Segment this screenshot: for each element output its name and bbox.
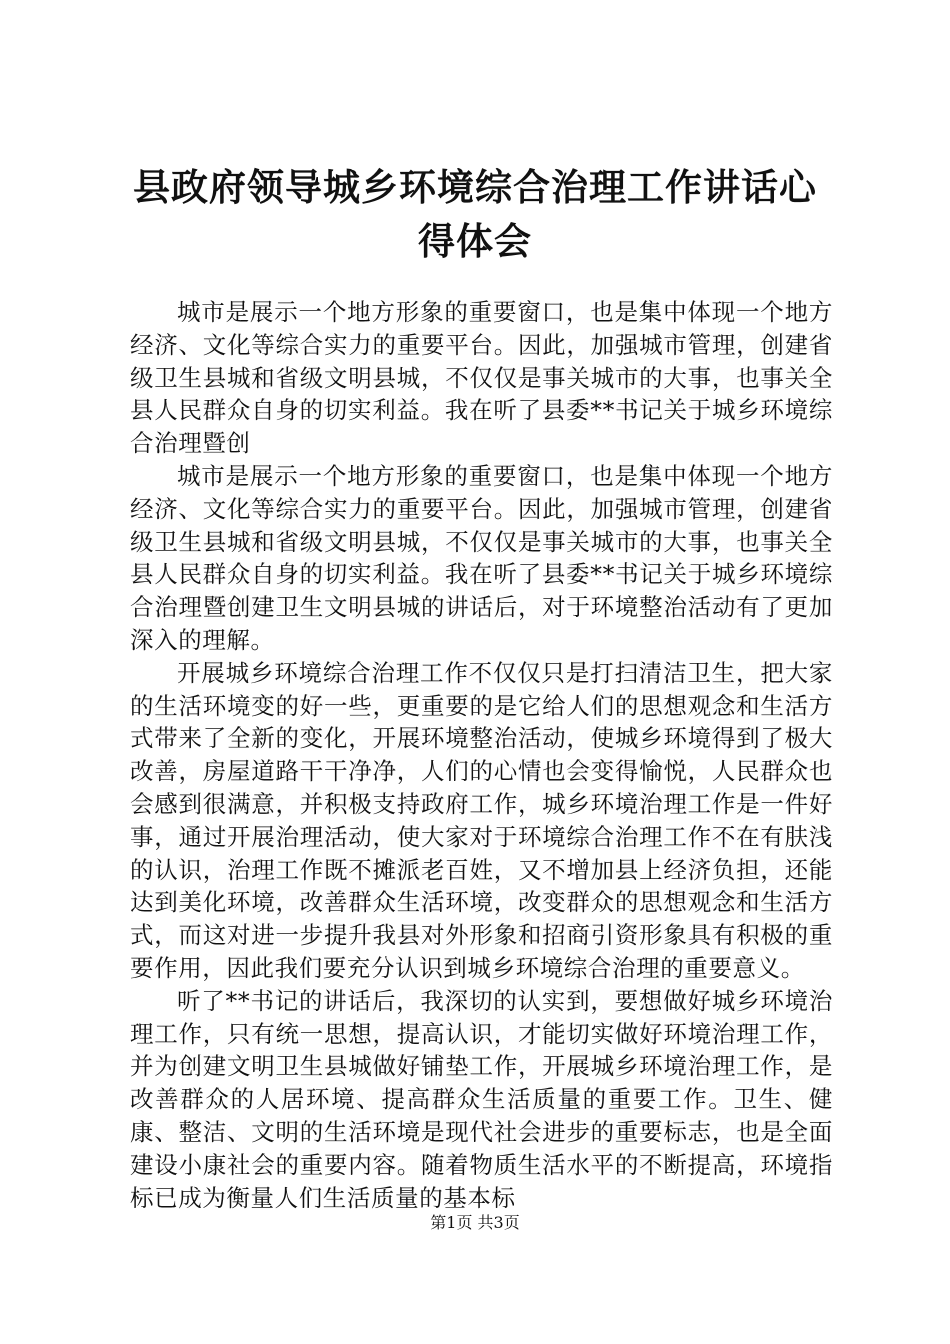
- paragraph: 开展城乡环境综合治理工作不仅仅只是打扫清洁卫生，把大家的生活环境变的好一些，更重要的是它给人们的思想观念和生活方式带来了全新的变化，开展环境整治活动，使城乡环境得到了极大改善，房屋道路干干净净，人们的心情也会变得愉悦，人民群众也会感到很满意，并积极支持政府工作，城乡环境治理工作是一件好事，通过开展治理活动，使大家对于环境综合治理工作不在有肤浅的认识，治理工作既不摊派老百姓，又不增加县上经济负担，还能达到美化环境，改善群众生活环境，改变群众的思想观念和生活方式，而这对进一步提升我县对外形象和招商引资形象具有积极的重要作用，因此我们要充分认识到城乡环境综合治理的重要意义。: [130, 658, 833, 982]
- page-number-footer: 第1页 共3页: [430, 1213, 520, 1232]
- document-body: [130, 296, 833, 1214]
- document-title: 县政府领导城乡环境综合治理工作讲话心得体会: [133, 165, 817, 263]
- paragraph: 城市是展示一个地方形象的重要窗口，也是集中体现一个地方经济、文化等综合实力的重要平台。因此，加强城市管理，创建省级卫生县城和省级文明县城，不仅仅是事关城市的大事，也事关全县人民群众自身的切实利益。我在听了县委**书记关于城乡环境综合治理暨创建卫生文明县城的讲话后，对于环境整治活动有了更加深入的理解。: [130, 461, 833, 654]
- paragraph: 听了**书记的讲话后，我深切的认实到，要想做好城乡环境治理工作，只有统一思想，提高认识，才能切实做好环境治理工作，并为创建文明卫生县城做好铺垫工作，开展城乡环境治理工作，是改善群众的人居环境、提高群众生活质量的重要工作。卫生、健康、整洁、文明的生活环境是现代社会进步的重要标志，也是全面建设小康社会的重要内容。随着物质生活水平的不断提高，环境指标已成为衡量人们生活质量的基本标: [130, 986, 833, 1212]
- paragraph: 城市是展示一个地方形象的重要窗口，也是集中体现一个地方经济、文化等综合实力的重要平台。因此，加强城市管理，创建省级卫生县城和省级文明县城，不仅仅是事关城市的大事，也事关全县人民群众自身的切实利益。我在听了县委**书记关于城乡环境综合治理暨创: [130, 298, 833, 458]
